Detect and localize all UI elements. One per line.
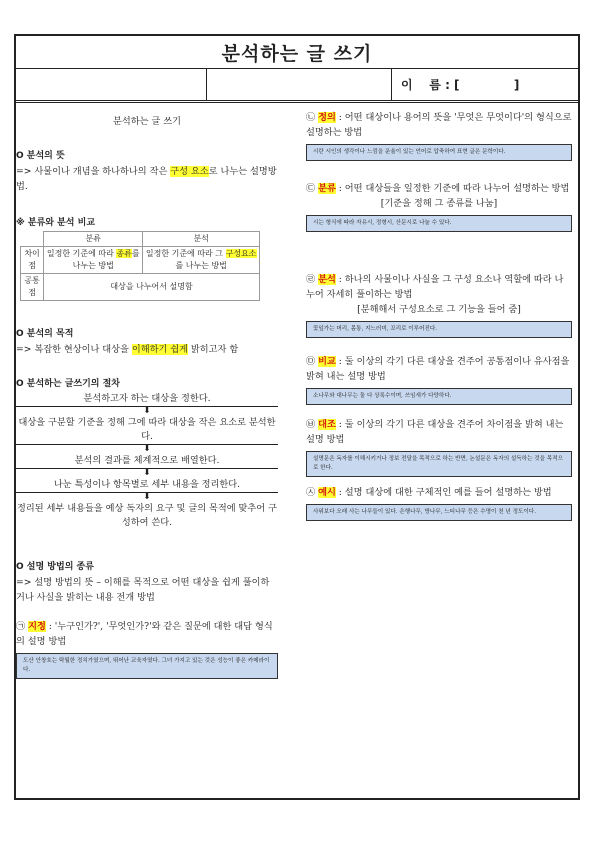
def-definition: ㉡ 정의 : 어떤 대상이나 용어의 뜻을 '무엇은 무엇이다'의 형식으로 설명하는 방법 xyxy=(306,112,572,138)
row-diff-label: 차이점 xyxy=(21,247,44,274)
right-column xyxy=(306,110,572,521)
def-comparison: ㉤ 비교 : 둘 이상의 각기 다른 대상을 견주어 공통점이나 유사점을 밝혀 내는 설명 방법 xyxy=(306,356,570,382)
types-text: => 설명 방법의 뜻 – 이해를 목적으로 어떤 대상을 쉽게 풀이하거나 사실을 밝히는 내용 전개 방법 xyxy=(16,577,270,603)
step-1: 분석하고자 하는 대상을 정한다. xyxy=(16,392,278,407)
title-row xyxy=(16,36,578,69)
def-contrast: ㉥ 대조 : 둘 이상의 각기 다른 대상을 견주어 차이점을 밝혀 내는 설명 방법 xyxy=(306,419,564,445)
procedure-heading: O 분석하는 글쓰기의 절차 xyxy=(16,379,120,389)
def-analysis: ㉣ 분석 : 하나의 사물이나 사실을 그 구성 요소나 역할에 따라 나누어 자세히 풀이하는 방법 xyxy=(306,274,564,300)
page-title: 분석하는 글 쓰기 xyxy=(221,42,373,65)
procedure-steps xyxy=(16,392,278,530)
example-box-contrast: 설명문은 독자를 이해시키거나 정보 전달을 목적으로 하는 반면, 논설문은 독자의 설득하는 것을 목적으로 한다. xyxy=(306,451,572,477)
example-box-example: 사위보다 오래 사는 나무들이 있다. 은행나무, 방나무, 느티나무 등은 수명이 천 년 정도이다. xyxy=(306,504,572,521)
compare-heading: ※ 분류와 분석 비교 xyxy=(16,218,96,228)
common-value: 대상을 나누어서 설명함 xyxy=(44,274,260,301)
down-arrow-icon: ⬇ xyxy=(143,444,151,454)
down-arrow-icon: ⬇ xyxy=(143,468,151,478)
left-column xyxy=(16,110,278,679)
example-box-comparison: 소나무와 대나무는 둘 다 상록수이며, 쓰임새가 다양하다. xyxy=(306,388,572,405)
meaning-heading: O 분석의 뜻 xyxy=(16,151,65,161)
subtitle: 분석하는 글 쓰기 xyxy=(113,116,181,127)
step-5: 정리된 세부 내용들을 예상 독자의 요구 및 글의 목적에 맞추어 구성하여 쓴다. xyxy=(17,503,277,528)
def-example: ㉦ 예시 : 설명 대상에 대한 구체적인 예를 들어 설명하는 방법 xyxy=(306,487,552,498)
down-arrow-icon: ⬇ xyxy=(143,406,151,416)
example-box-definition: 시란 시인의 생각이나 느낌을 운율이 있는 언어로 압축하여 표현 글은 문학이다. xyxy=(306,144,572,161)
anal-diff: 일정한 기준에 따라 그 구성요소를 나누는 방법 xyxy=(143,247,260,274)
name-field[interactable]: 이 름 : [ ] xyxy=(401,78,520,92)
class-diff: 일정한 기준에 따라 종류를 나누는 방법 xyxy=(44,247,143,274)
def-designation: ㉠ 지정 : '누구인가?', '무엇인가?'와 같은 질문에 대한 대답 형식의 설명 방법 xyxy=(16,621,273,647)
th-classification: 분류 xyxy=(44,232,143,247)
example-box-analysis: 꽃잎가는 머리, 몸통, 지느러미, 꼬리로 이루어진다. xyxy=(306,321,572,338)
example-box-classification: 시는 형식에 따라 자유시, 정형시, 산문시로 나눌 수 있다. xyxy=(306,215,572,232)
purpose-heading: O 분석의 목적 xyxy=(16,329,74,339)
th-analysis: 분석 xyxy=(143,232,260,247)
step-4: 나눈 특성이나 항목별로 세부 내용을 정리한다. xyxy=(16,478,278,493)
info-cell-2 xyxy=(206,68,392,100)
compare-table xyxy=(20,231,260,301)
analysis-note: [분해해서 구성요소로 그 기능을 들어 줌] xyxy=(357,304,521,315)
info-cell-1 xyxy=(16,68,207,100)
step-2: 대상을 구분할 기준을 정해 그에 따라 대상을 작은 요소로 분석한다. xyxy=(16,416,278,445)
classification-note: [기준을 정해 그 종류를 나눔] xyxy=(380,198,498,209)
def-classification: ㉢ 분류 : 어떤 대상들을 일정한 기준에 따라 나누어 설명하는 방법 xyxy=(306,183,570,194)
meaning-text: => 사물이나 개념을 하나하나의 작은 구성 요소로 나누는 설명방법. xyxy=(16,166,277,192)
step-3: 분석의 결과를 체계적으로 배열한다. xyxy=(16,454,278,469)
down-arrow-icon: ⬇ xyxy=(143,492,151,502)
row-common-label: 공통점 xyxy=(21,274,44,301)
types-heading: O 설명 방법의 종류 xyxy=(16,562,94,572)
info-row xyxy=(16,68,578,103)
example-box-designation: 도산 안창호는 탁월한 정치가였으며, 뛰어난 교육자였다. 그녀 가지고 있는 것은 성능이 좋은 카메라이다. xyxy=(16,653,278,679)
purpose-text: => 복잡한 현상이나 대상을 이해하기 쉽게 밝히고자 함 xyxy=(16,344,239,355)
